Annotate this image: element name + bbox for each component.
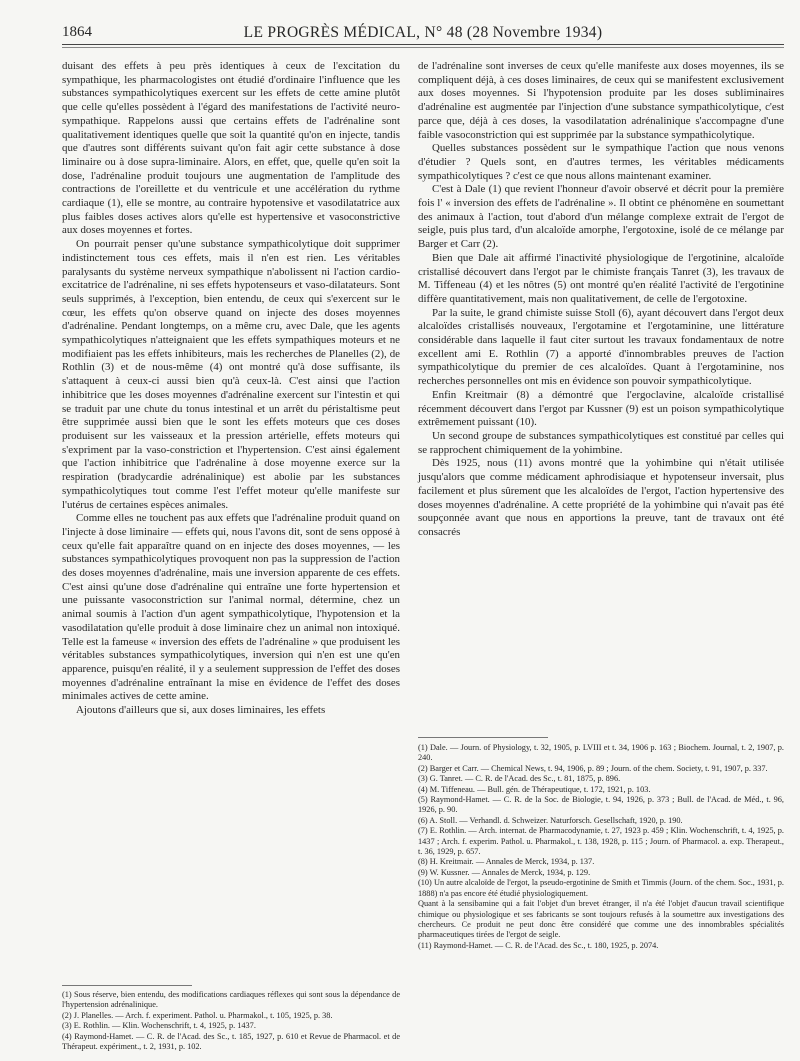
paragraph: duisant des effets à peu près identiques à ceux de l'excitation du sympathique, les pharmacologistes ont étudié d'ordinaire l'influence que les substances sympathicolytiques exercent sur les effets de cette amine plutôt que celle qu'elles possèdent à l'égard des manifestations de l'activité neuro-sympathique. Rappelons aussi que certains effets de l'adrénaline sont qualitativement identiques quelle que soit la quantité qu'on en injecte, tandis que d'autres sont différents suivant qu'on fait agir cette substance à dose liminaire ou à dose supra-liminaire. Alors, en effet, que, quelle qu'en soit la dose, l'adrénaline produit toujours une augmentation de l'amplitude des contractions de l'oreillette et du ventricule et une accélération du rythme cardiaque (1), elle se montre, au contraire hypotensive et vasodilatatrice aux plus faibles doses actives alors qu'elle est hypertensive et vasoconstrictive aux doses moyennes et fortes. <box>62 60 400 237</box>
paragraph: Bien que Dale ait affirmé l'inactivité physiologique de l'ergotinine, alcaloïde cristallisé découvert dans l'ergot par le chimiste français Tanret (3), les travaux de M. Tiffeneau (4) et les nôtres (5) ont montré qu'en réalité l'activité de l'ergotinine diffère quantitativement, mais non qualitativement, de celle de l'ergotoxine. <box>418 251 784 305</box>
right-column <box>418 60 784 540</box>
paragraph: Par la suite, le grand chimiste suisse Stoll (6), ayant découvert dans l'ergot deux alcaloïdes cristallisés nouveaux, l'ergotamine et l'ergotaminine, une littérature considérable dans laquelle il faut citer surtout les travaux fondamentaux de notre excellent ami E. Rothlin (7) a apporté d'innombrables preuves de l'action sympathicolytique du premier de ces alcaloïdes. Quant à l'ergotaminine, nos recherches personnelles ont mis en évidence son pouvoir sympathicolytique. <box>418 306 784 388</box>
header-rule <box>62 44 784 45</box>
footnote: (1) Sous réserve, bien entendu, des modifications cardiaques réflexes qui sont sous la dépendance de l'hypertension adrénalinique. <box>62 990 400 1010</box>
paragraph: On pourrait penser qu'une substance sympathicolytique doit supprimer indistinctement tous ces effets, mais il n'en est rien. Les véritables paralysants du système nerveux sympathique n'abolissent ni l'action cardio-excitatrice de l'adrénaline, ni ses effets hypotenseurs et vaso-dilatateurs. Sont seuls supprimés, à l'exception, bien entendu, de ceux qui s'exercent sur le cœur, les effets qu'on observe quand on injecte des doses moyennes d'adrénaline. Pendant longtemps, on a même cru, avec Dale, que les agents sympathicolytiques n'atteignaient que les effets sympathiques moteurs et ne modifiaient pas les effets inhibiteurs, mais les recherches de Planelles (2), de Rothlin (3) et de nous-même (4) ont montré qu'à dose suffisante, ils s'attaquent à ceux-ci aussi bien qu'à ceux-là. C'est ainsi que l'action inhibitrice que les doses moyennes d'adrénaline exercent sur l'intestin et qui se traduit par une chute du tonus intestinal et un arrêt du péristaltisme peut être supprimée aussi bien que le sont les effets moteurs que ces doses produisent sur les vaisseaux et la pression artérielle, effets moteurs qui s'expriment par la vaso-constriction et l'hypertension. C'est ainsi également que l'action inhibitrice que l'adrénaline à dose moyenne exerce sur la respiration (bradycardie adrénalinique) est abolie par les substances sympathicolytiques tout comme l'est l'effet moteur qu'elle manifeste sur l'utérus de certaines espèces animales. <box>62 238 400 511</box>
paragraph: Enfin Kreitmair (8) a démontré que l'ergoclavine, alcaloïde cristallisé récemment découvert dans l'ergot par Kussner (9) est un poison sympathicolytique extrêmement puissant (10). <box>418 388 784 429</box>
footnote: (4) Raymond-Hamet. — C. R. de l'Acad. des Sc., t. 185, 1927, p. 610 et Revue de Pharmacol. et de Thérapeut. expériment., t. 2, 1931, p. 102. <box>62 1031 400 1052</box>
paragraph: Dès 1925, nous (11) avons montré que la yohimbine qui n'était utilisée jusqu'alors que comme médicament aphrodisiaque et hypotenseur inversait, plus facilement et plus sûrement que les alcaloïdes de l'ergot, l'action hypertensive des doses moyennes d'adrénaline. A cette propriété de la yohimbine qui n'avait pas été soupçonnée avant que nous en apportions la preuve, tant de travaux ont été consacrés <box>418 457 784 538</box>
journal-title: LE PROGRÈS MÉDICAL, N° 48 (28 Novembre 1934) <box>243 24 603 41</box>
footnote: (8) H. Kreitmair. — Annales de Merck, 1934, p. 137. <box>418 857 595 867</box>
footnote: (1) Dale. — Journ. of Physiology, t. 32, 1905, p. LVIII et t. 34, 1906 p. 163 ; Biochem. Journal, t. 2, 1907, p. 240. <box>418 743 784 763</box>
paragraph: Quelles substances possèdent sur le sympathique l'action que nous venons d'étudier ? Quels sont, en d'autres termes, les véritables médicaments sympathicolytiques ? c'est ce que nous allons maintenant examiner. <box>418 142 784 182</box>
footnote-rule <box>418 737 548 738</box>
page-number: 1864 <box>62 24 92 40</box>
footnote: (2) Barger et Carr. — Chemical News, t. 94, 1906, p. 89 ; Journ. of the chem. Society, t. 91, 1907, p. 337. <box>418 763 768 773</box>
right-footnotes <box>418 743 784 951</box>
footnote: (10) Un autre alcaloïde de l'ergot, la pseudo-ergotinine de Smith et Timmis (Journ. of the chem. Soc., 1931, p. 1888) n'a pas encore été étudié physiologiquement. <box>418 878 784 898</box>
paragraph: C'est à Dale (1) que revient l'honneur d'avoir observé et décrit pour la première fois l' « inversion des effets de l'adrénaline ». Il obtint ce phénomène en soumettant des animaux à l'action, tout d'abord d'un mélange complexe extrait de l'ergot de seigle, puis plus tard, d'un alcaloïde amorphe, l'ergotoxine, isolé de ce mélange par Barger et Carr (2). <box>418 183 784 251</box>
paragraph: Un second groupe de substances sympathicolytiques est constitué par celles qui se rapprochent chimiquement de la yohimbine. <box>418 429 784 456</box>
footnote: (2) J. Planelles. — Arch. f. experiment. Pathol. u. Pharmakol., t. 105, 1925, p. 38. <box>62 1010 333 1020</box>
footnote: (5) Raymond-Hamet. — C. R. de la Soc. de Biologie, t. 94, 1926, p. 373 ; Bull. de l'Acad. de Méd., t. 96, 1926, p. 90. <box>418 795 784 815</box>
left-footnotes <box>62 990 400 1052</box>
paragraph: de l'adrénaline sont inverses de ceux qu'elle manifeste aux doses moyennes, ils se compliquent déjà, à ces doses liminaires, de ceux qui se manifestent exclusivement aux doses moyennes. Si l'hypotension produite par les doses subliminaires d'adrénaline est augmentée par l'injection d'une substance sympathicolytique, c'est parce que, déjà à ces doses, la vasodilatation adrénalinique s'accompagne d'une faible vasoconstriction qui est supprimée par la substance sympathicolytique. <box>418 60 784 141</box>
footnote: (7) E. Rothlin. — Arch. internat. de Pharmacodynamie, t. 27, 1923 p. 459 ; Klin. Wochenschrift, t. 4, 1925, p. 1437 ; Arch. f. experim. Pathol. u. Pharmakol., t. 138, 1928, p. 115 ; Journ. of Pharmacol. a. exp. Therapeut., t. 36, 1929, p. 657. <box>418 826 784 857</box>
paragraph: Ajoutons d'ailleurs que si, aux doses liminaires, les effets <box>76 704 326 717</box>
footnote: (3) G. Tanret. — C. R. de l'Acad. des Sc., t. 81, 1875, p. 896. <box>418 774 621 784</box>
footnote: (4) M. Tiffeneau. — Bull. gén. de Thérapeutique, t. 172, 1921, p. 103. <box>418 784 651 794</box>
header-rule-secondary <box>62 47 784 48</box>
paragraph: Comme elles ne touchent pas aux effets que l'adrénaline produit quand on l'injecte à dose liminaire — effets qui, nous l'avons dit, sont de sens opposé à ceux qu'elle fait apparaître quand on en injecte des doses moyennes, — les substances sympathicolytiques provoquent non pas la suppression de l'action des doses moyennes d'adrénaline, mais une inversion apparente de ces effets. C'est ainsi qu'une dose d'adrénaline qui entraîne une forte hypertension et une puissante vasoconstriction sur l'animal normal, détermine, chez un animal soumis à l'action d'un agent sympathicolytique, l'hypotension et la vasodilatation qu'elle produit à dose liminaire chez un animal non intoxiqué. Telle est la fameuse « inversion des effets de l'adrénaline » que produisent les véritables substances sympathicolytiques, inversion qui n'en est une qu'en apparence, puisqu'en réalité, il y a seulement suppression de l'effet des doses moyennes d'adrénaline entraînant la mise en évidence de l'effet des doses minimales actives de cette amine. <box>62 512 400 703</box>
footnote-rule <box>62 985 192 986</box>
footnote: (3) E. Rothlin. — Klin. Wochenschrift, t. 4, 1925, p. 1437. <box>62 1021 256 1031</box>
footnote: (11) Raymond-Hamet. — C. R. de l'Acad. des Sc., t. 180, 1925, p. 2074. <box>418 940 659 950</box>
footnote: (6) A. Stoll. — Verhandl. d. Schweizer. Naturforsch. Gesellschaft, 1920, p. 190. <box>418 815 683 825</box>
footnote: (9) W. Kussner. — Annales de Merck, 1934, p. 129. <box>418 867 591 877</box>
page-header <box>62 24 784 46</box>
footnote: Quant à la sensibamine qui a fait l'objet d'un brevet étranger, il n'a été l'objet d'aucun travail scientifique chimique ou physiologique et ses fabricants se sont toujours refusés à la soumettre aux investigations des chercheurs. Ce produit ne peut donc être considéré que comme une des innombrables spécialités pharmaceutiques tirées de l'ergot de seigle. <box>418 899 784 940</box>
left-column <box>62 60 400 718</box>
